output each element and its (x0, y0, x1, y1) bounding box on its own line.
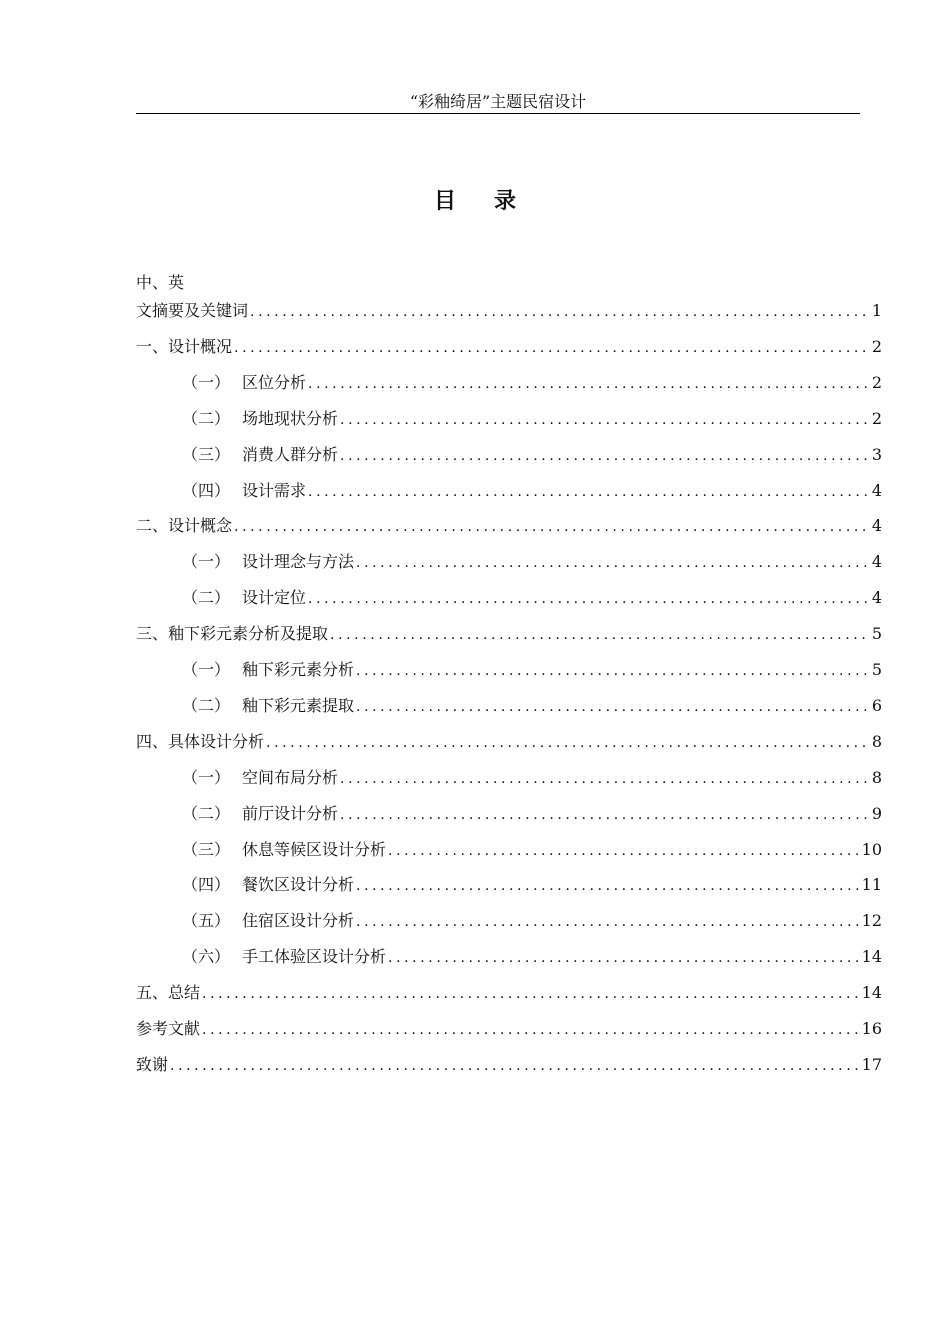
toc-entry-label: 设计理念与方法 (242, 552, 355, 572)
toc-dot-leader (388, 947, 860, 968)
toc-entry-number: （一） (182, 552, 231, 572)
toc-dot-leader (250, 301, 870, 322)
toc-entry-label: 五、总结 (136, 983, 201, 1003)
running-header: “彩釉绮居”主题民宿设计 (409, 92, 587, 111)
toc-entry-number: （五） (182, 911, 231, 931)
toc-entry-page: 16 (861, 1019, 882, 1038)
toc-entry[interactable] (182, 803, 882, 825)
toc-entry-label: 致谢 (136, 1054, 169, 1074)
toc-entry-page: 17 (861, 1054, 882, 1074)
toc-entry[interactable] (182, 444, 882, 466)
toc-entry-page: 2 (871, 336, 882, 356)
toc-entry[interactable] (136, 1018, 882, 1040)
toc-entry-page: 5 (871, 660, 882, 679)
toc-entry-page: 10 (861, 839, 882, 859)
toc-dot-leader (202, 983, 860, 1004)
toc-entry[interactable] (182, 767, 882, 789)
toc-dot-leader (308, 373, 870, 394)
toc-entry[interactable] (182, 874, 882, 896)
toc-entry-label: 三、釉下彩元素分析及提取 (136, 624, 329, 644)
toc-dot-leader (340, 768, 870, 789)
toc-entry-page: 6 (871, 695, 882, 715)
toc-entry[interactable] (182, 910, 882, 932)
toc-entry-page: 12 (861, 911, 882, 931)
toc-entry-label: 休息等候区设计分析 (242, 839, 387, 859)
toc-entry[interactable] (182, 408, 882, 430)
toc-entry-number: （二） (182, 803, 231, 823)
toc-dot-leader (202, 1019, 860, 1040)
header-rule (136, 113, 860, 114)
toc-entry-label: 四、具体设计分析 (136, 731, 265, 751)
toc-entry[interactable] (136, 300, 882, 322)
toc-entry-page: 4 (871, 552, 882, 572)
toc-dot-leader (340, 445, 870, 466)
toc-entry-page: 5 (871, 624, 882, 644)
toc-entry-label: 区位分析 (242, 372, 307, 392)
toc-entry-number: （六） (182, 947, 231, 967)
toc-entry[interactable] (182, 695, 882, 717)
toc-first-line: 中、英 (136, 273, 185, 292)
toc-entry-label: 文摘要及关键词 (136, 301, 249, 320)
toc-entry-label: 设计需求 (242, 480, 307, 500)
toc-entry-number: （一） (182, 660, 231, 679)
toc-entry[interactable] (136, 623, 882, 645)
toc-entry-number: （一） (182, 767, 231, 787)
toc-dot-leader (356, 552, 870, 573)
toc-entry-number: （二） (182, 695, 231, 715)
toc-entry-label: 釉下彩元素分析 (242, 660, 355, 679)
toc-entry-number: （二） (182, 408, 231, 428)
toc-entry-page: 4 (871, 588, 882, 608)
toc-entry[interactable] (136, 515, 882, 537)
toc-entry-page: 4 (871, 480, 882, 500)
toc-entry-page: 2 (871, 408, 882, 428)
toc-entry-page: 8 (871, 767, 882, 787)
toc-entry-label: 二、设计概念 (136, 516, 233, 536)
toc-entry-number: （一） (182, 372, 231, 392)
toc-entry[interactable] (182, 659, 882, 681)
toc-entry[interactable] (182, 480, 882, 502)
toc-dot-leader (308, 588, 870, 609)
toc-entry-number: （四） (182, 480, 231, 500)
toc-entry[interactable] (182, 587, 882, 609)
toc-entry-label: 前厅设计分析 (242, 803, 339, 823)
toc-entry[interactable] (136, 731, 882, 753)
toc-entry[interactable] (136, 1054, 882, 1076)
toc-dot-leader (170, 1055, 860, 1076)
toc-entry-page: 14 (861, 947, 882, 967)
toc-entry-label: 手工体验区设计分析 (242, 947, 387, 967)
toc-dot-leader (356, 875, 860, 896)
toc-dot-leader (356, 911, 860, 932)
toc-entry-label: 住宿区设计分析 (242, 911, 355, 931)
toc-entry-page: 9 (871, 803, 882, 823)
toc-entry-number: （三） (182, 839, 231, 859)
toc-dot-leader (340, 409, 870, 430)
toc-entry-label: 空间布局分析 (242, 767, 339, 787)
toc-entry-label: 釉下彩元素提取 (242, 695, 355, 715)
toc-entry-label: 消费人群分析 (242, 444, 339, 464)
toc-entry[interactable] (182, 839, 882, 861)
toc-entry[interactable] (182, 946, 882, 968)
toc-entry-page: 11 (861, 875, 882, 895)
toc-entry-number: （四） (182, 875, 231, 895)
toc-entry-page: 14 (861, 983, 882, 1003)
toc-dot-leader (234, 516, 870, 537)
toc-entry-page: 4 (871, 516, 882, 536)
toc-dot-leader (308, 481, 870, 502)
toc-dot-leader (356, 696, 870, 717)
toc-entry-label: 参考文献 (136, 1019, 201, 1038)
toc-dot-leader (388, 840, 860, 861)
toc-dot-leader (340, 804, 870, 825)
toc-dot-leader (266, 732, 870, 753)
toc-entry-page: 8 (871, 731, 882, 751)
toc-dot-leader (330, 624, 870, 645)
toc-entry-page: 2 (871, 372, 882, 392)
toc-dot-leader (356, 660, 870, 681)
toc-entry-label: 一、设计概况 (136, 336, 233, 356)
page-title: 目录 (433, 188, 554, 214)
toc-entry-label: 场地现状分析 (242, 408, 339, 428)
toc-entry[interactable] (136, 336, 882, 358)
toc-entry-number: （三） (182, 444, 231, 464)
toc-entry[interactable] (136, 982, 882, 1004)
toc-entry-number: （二） (182, 588, 231, 608)
toc-entry-label: 餐饮区设计分析 (242, 875, 355, 895)
toc-dot-leader (234, 337, 870, 358)
toc-entry[interactable] (182, 372, 882, 394)
toc-entry-page: 1 (871, 301, 882, 320)
toc-entry[interactable] (182, 551, 882, 573)
toc-entry-label: 设计定位 (242, 588, 307, 608)
toc-entry-page: 3 (871, 444, 882, 464)
